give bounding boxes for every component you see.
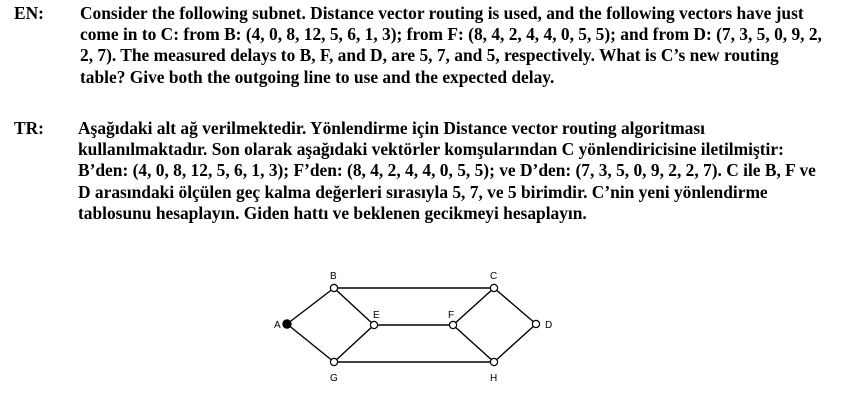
edge-C-D xyxy=(494,288,536,324)
node-F xyxy=(449,321,456,328)
node-D xyxy=(532,320,539,327)
edges xyxy=(287,288,536,362)
edge-F-C xyxy=(453,288,494,325)
node-C xyxy=(490,284,497,291)
edge-F-H xyxy=(453,325,494,362)
node-B xyxy=(330,284,337,291)
en-tag: EN: xyxy=(14,3,44,23)
tr-text: Aşağıdaki alt ağ verilmektedir. Yönlendirme için Distance vector routing algoritması kullanılmaktadır. Son olarak aşağıdaki vektörler komşularından C yönlendiricisine iletilmiştir: B’den: (4, 0, 8, 12, 5, 6, 1, 3); F’den: (8, 4, 2, 4, 4, 0, 5, 5); ve D’den: (7, 3, 5, 0, 9, 2, 2, 7). C ile B, F ve D arasındaki ölçülen geç kalma değerleri sırasıyla 5, 7, ve 5 birimdir. C’nin yeni yönlendirme tablosunu hesaplayın. Giden hattı ve beklenen gecikmeyi hesaplayın. xyxy=(78,118,816,223)
edge-B-E xyxy=(334,288,374,325)
node-label-D: D xyxy=(545,320,553,331)
node-label-H: H xyxy=(490,373,498,384)
edge-G-E xyxy=(334,325,374,362)
node-label-E: E xyxy=(373,310,380,321)
subnet-diagram xyxy=(262,268,582,400)
tr-tag: TR: xyxy=(14,118,44,138)
edge-A-G xyxy=(287,324,334,362)
node-label-B: B xyxy=(330,271,337,282)
node-H xyxy=(490,358,497,365)
node-label-G: G xyxy=(330,373,338,384)
edge-H-D xyxy=(494,324,536,362)
node-label-F: F xyxy=(448,310,455,321)
question-tr xyxy=(14,118,824,224)
node-label-C: C xyxy=(490,271,498,282)
en-text: Consider the following subnet. Distance vector routing is used, and the following vectors have just come in to C: from B: (4, 0, 8, 12, 5, 6, 1, 3); from F: (8, 4, 2, 4, 4, 0, 5, 5); and from D: (7, 3, 5, 0, 9, 2, 2, 7). The measured delays to B, F, and D, are 5, 7, and 5, respectively. What is C’s new routing table? Give both the outgoing line to use and the expected delay. xyxy=(80,3,822,87)
node-label-A: A xyxy=(274,320,281,331)
edge-A-B xyxy=(287,288,334,324)
node-E xyxy=(370,321,377,328)
subnet-graph xyxy=(262,268,582,400)
node-G xyxy=(330,358,337,365)
question-en xyxy=(14,3,824,88)
node-A xyxy=(283,320,291,328)
